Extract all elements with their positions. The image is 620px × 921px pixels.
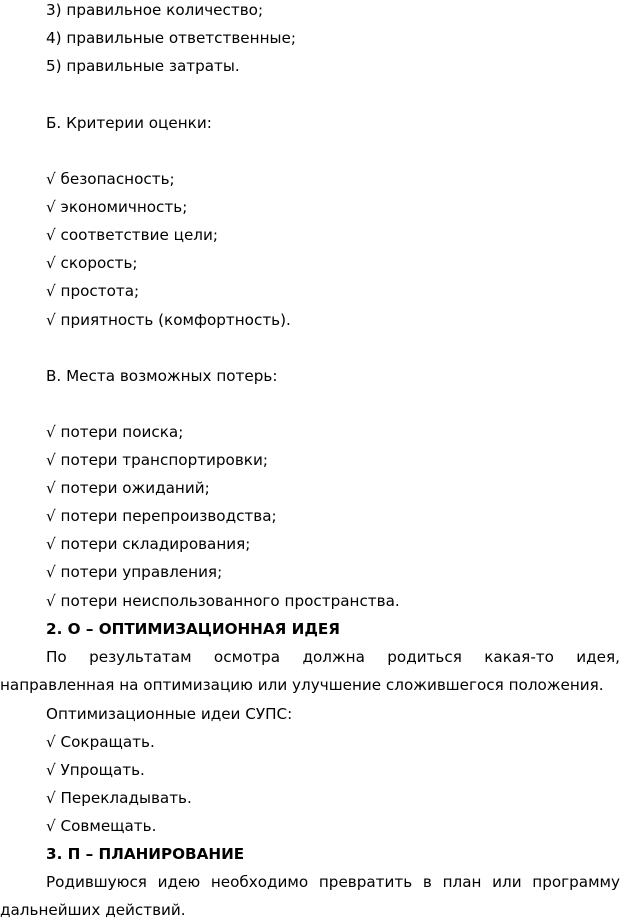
idea-item-3: √ Перекладывать. <box>46 789 192 807</box>
check-mark-icon: √ <box>46 563 56 581</box>
check-mark-icon: √ <box>46 592 56 610</box>
loss-item-5: √ потери складирования; <box>46 535 251 553</box>
section-b-heading: Б. Критерии оценки: <box>46 114 212 132</box>
step-3-title: 3. П – ПЛАНИРОВАНИЕ <box>46 845 245 863</box>
idea-item-2: √ Упрощать. <box>46 761 145 779</box>
check-mark-icon: √ <box>46 789 56 807</box>
criteria-item-2: √ экономичность; <box>46 198 188 216</box>
loss-item-7: √ потери неиспользованного пространства. <box>46 592 400 610</box>
idea-item-4: √ Совмещать. <box>46 817 157 835</box>
list-a-item-4: 4) правильные ответственные; <box>46 29 296 47</box>
step-3-paragraph-line-1: Родившуюся идею необходимо превратить в план или программу <box>46 873 620 891</box>
section-v-heading: В. Места возможных потерь: <box>46 367 278 385</box>
check-mark-icon: √ <box>46 311 56 329</box>
step-2-paragraph-line-1: По результатам осмотра должна родиться какая-то идея, <box>46 648 620 666</box>
check-mark-icon: √ <box>46 479 56 497</box>
list-a-item-5: 5) правильные затраты. <box>46 57 240 75</box>
check-mark-icon: √ <box>46 817 56 835</box>
loss-item-2: √ потери транспортировки; <box>46 451 268 469</box>
check-mark-icon: √ <box>46 226 56 244</box>
ideas-heading: Оптимизационные идеи СУПС: <box>46 705 293 723</box>
criteria-item-6: √ приятность (комфортность). <box>46 311 291 329</box>
check-mark-icon: √ <box>46 198 56 216</box>
loss-item-3: √ потери ожиданий; <box>46 479 210 497</box>
list-a-item-3: 3) правильное количество; <box>46 1 264 19</box>
check-mark-icon: √ <box>46 507 56 525</box>
criteria-item-4: √ скорость; <box>46 254 138 272</box>
check-mark-icon: √ <box>46 451 56 469</box>
loss-item-4: √ потери перепроизводства; <box>46 507 277 525</box>
check-mark-icon: √ <box>46 282 56 300</box>
check-mark-icon: √ <box>46 761 56 779</box>
check-mark-icon: √ <box>46 535 56 553</box>
step-2-title: 2. О – ОПТИМИЗАЦИОННАЯ ИДЕЯ <box>46 620 340 638</box>
idea-item-1: √ Сокращать. <box>46 733 155 751</box>
check-mark-icon: √ <box>46 733 56 751</box>
step-2-paragraph-line-2: направленная на оптимизацию или улучшение сложившегося положения. <box>0 676 604 694</box>
loss-item-1: √ потери поиска; <box>46 423 184 441</box>
criteria-item-5: √ простота; <box>46 282 140 300</box>
loss-item-6: √ потери управления; <box>46 563 223 581</box>
check-mark-icon: √ <box>46 254 56 272</box>
check-mark-icon: √ <box>46 170 56 188</box>
criteria-item-3: √ соответствие цели; <box>46 226 219 244</box>
check-mark-icon: √ <box>46 423 56 441</box>
criteria-item-1: √ безопасность; <box>46 170 175 188</box>
step-3-paragraph-line-2: дальнейших действий. <box>0 901 186 919</box>
